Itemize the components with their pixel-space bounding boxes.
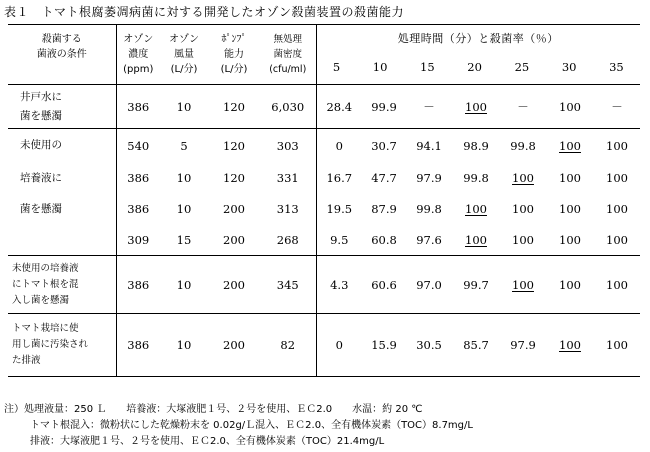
cell-rate: 30.7	[371, 138, 397, 153]
header-density: 無処理 菌密度 (cfu/ml)	[260, 25, 316, 85]
cell-rate: 100	[512, 232, 534, 247]
cell-flow: 10	[176, 99, 192, 114]
cell-pump: 200	[223, 202, 245, 216]
cell-pump: 120	[223, 99, 245, 114]
cell-rate: 100	[559, 138, 581, 153]
cell-rate: 28.4	[326, 99, 353, 114]
cell-pump: 200	[223, 338, 245, 352]
row-condition: 菌を懸濁	[8, 194, 116, 225]
cell-rate: 15.9	[371, 338, 397, 352]
row-condition	[8, 225, 116, 256]
cell-rate: 85.7	[463, 338, 489, 352]
header-ozone-conc: オゾン 濃度 (ppm)	[123, 34, 154, 75]
cell-density: 82	[260, 314, 316, 377]
cell-density: 6,030	[260, 85, 316, 129]
cell-rate: 19.5	[326, 202, 353, 216]
header-time-5: 5	[332, 60, 341, 74]
table-row	[8, 163, 640, 194]
cell-rate: 0	[335, 138, 343, 153]
cell-rate: 100	[512, 171, 534, 185]
cell-pump: 200	[223, 277, 245, 292]
cell-pump: 200	[223, 232, 245, 247]
cell-conc: 386	[127, 99, 150, 114]
cell-rate: 99.9	[371, 99, 397, 114]
table-row	[8, 314, 640, 377]
header-time-10: 10	[372, 60, 388, 74]
cell-rate: 87.9	[371, 202, 397, 216]
table-row	[8, 129, 640, 163]
cell-rate: 97.6	[416, 232, 442, 247]
cell-density: 303	[260, 129, 316, 163]
cell-flow: 10	[176, 171, 192, 185]
row-condition: 未使用の培養液 にトマト根を混 入し菌を懸濁	[8, 256, 116, 314]
cell-rate: 100	[606, 202, 628, 216]
cell-rate: 100	[512, 277, 534, 292]
table-row	[8, 85, 640, 129]
cell-flow: 5	[180, 138, 188, 153]
cell-rate: 60.8	[371, 232, 397, 247]
cell-rate: 100	[465, 99, 487, 114]
cell-density: 313	[260, 194, 316, 225]
row-condition: トマト栽培に使 用し菌に汚染され た排液	[8, 314, 116, 377]
cell-rate: －	[611, 99, 623, 114]
row-condition: 未使用の	[8, 129, 116, 163]
header-time-30: 30	[561, 60, 577, 74]
cell-density: 331	[260, 163, 316, 194]
cell-rate: 9.5	[330, 232, 349, 247]
cell-rate: 98.9	[463, 138, 489, 153]
cell-rate: 99.8	[416, 202, 442, 216]
row-condition: 培養液に	[8, 163, 116, 194]
note-line: 注）処理液量：250 Ｌ 培養液：大塚液肥１号、２号を使用、ＥＣ2.0 水温：約 20 ℃	[4, 404, 423, 415]
cell-density: 268	[260, 225, 316, 256]
cell-conc: 386	[127, 277, 150, 292]
cell-flow: 10	[176, 277, 192, 292]
table-title: 表１ トマト根腐萎凋病菌に対する開発したオゾン殺菌装置の殺菌能力	[4, 5, 405, 19]
table-row	[8, 256, 640, 314]
note-line: 排液：大塚液肥１号、２号を使用、ＥＣ2.0、全有機体炭素（TOC）21.4mg/L	[30, 436, 385, 447]
cell-rate: 100	[559, 99, 581, 114]
cell-rate: 100	[606, 138, 628, 153]
cell-rate: 4.3	[330, 277, 349, 292]
cell-conc: 386	[127, 338, 150, 352]
cell-rate: 99.8	[510, 138, 536, 153]
cell-rate: 100	[559, 338, 581, 352]
header-time-25: 25	[514, 60, 530, 74]
cell-rate: 47.7	[371, 171, 397, 185]
header-time-35: 35	[609, 60, 624, 74]
cell-rate: －	[517, 99, 529, 114]
cell-pump: 120	[223, 138, 245, 153]
cell-rate: 16.7	[326, 171, 353, 185]
header-pump: ﾎﾟﾝﾌﾟ 能力 (L/分)	[220, 34, 248, 75]
cell-rate: 100	[559, 171, 581, 185]
cell-density: 345	[260, 256, 316, 314]
cell-rate: 97.9	[416, 171, 442, 185]
cell-rate: 100	[559, 202, 581, 216]
cell-flow: 10	[176, 338, 192, 352]
cell-rate: 100	[559, 277, 581, 292]
sterilization-table	[8, 24, 640, 377]
cell-rate: 100	[606, 171, 628, 185]
cell-rate: 60.6	[371, 277, 397, 292]
cell-conc: 386	[127, 171, 150, 185]
cell-rate: 94.1	[416, 138, 442, 153]
cell-rate: －	[423, 99, 435, 114]
cell-rate: 99.7	[463, 277, 489, 292]
cell-rate: 97.0	[416, 277, 442, 292]
cell-rate: 99.8	[463, 171, 489, 185]
header-time-rate-group	[316, 25, 640, 85]
header-condition: 殺菌する 菌液の条件	[8, 25, 116, 85]
row-condition: 井戸水に 菌を懸濁	[8, 85, 116, 129]
cell-rate: 100	[512, 202, 534, 216]
cell-rate: 100	[465, 232, 487, 247]
cell-rate: 100	[465, 202, 487, 216]
cell-rate: 30.5	[416, 338, 442, 352]
cell-flow: 10	[176, 202, 192, 216]
note-line: トマト根混入：微粉状にした乾燥粉末を 0.02g/Ｌ混入、ＥＣ2.0、全有機体炭素（TOC）8.7mg/L	[30, 420, 473, 431]
header-time-15: 15	[420, 60, 435, 74]
cell-pump: 120	[223, 171, 245, 185]
header-ozone-flow: オゾン 風量 (L/分)	[169, 34, 199, 75]
cell-conc: 309	[127, 232, 150, 247]
header-time-20: 20	[467, 60, 482, 74]
cell-conc: 386	[127, 202, 150, 216]
cell-rate: 100	[559, 232, 581, 247]
cell-rate: 0	[335, 338, 343, 352]
cell-rate: 100	[606, 338, 628, 352]
table-row	[8, 225, 640, 256]
cell-rate: 100	[606, 277, 628, 292]
cell-rate: 100	[606, 232, 628, 247]
cell-rate: 97.9	[510, 338, 536, 352]
header-time-rate: 処理時間（分）と殺菌率（％）	[397, 32, 559, 45]
cell-flow: 15	[176, 232, 192, 247]
table-notes	[4, 402, 473, 450]
table-row	[8, 194, 640, 225]
cell-conc: 540	[127, 138, 150, 153]
